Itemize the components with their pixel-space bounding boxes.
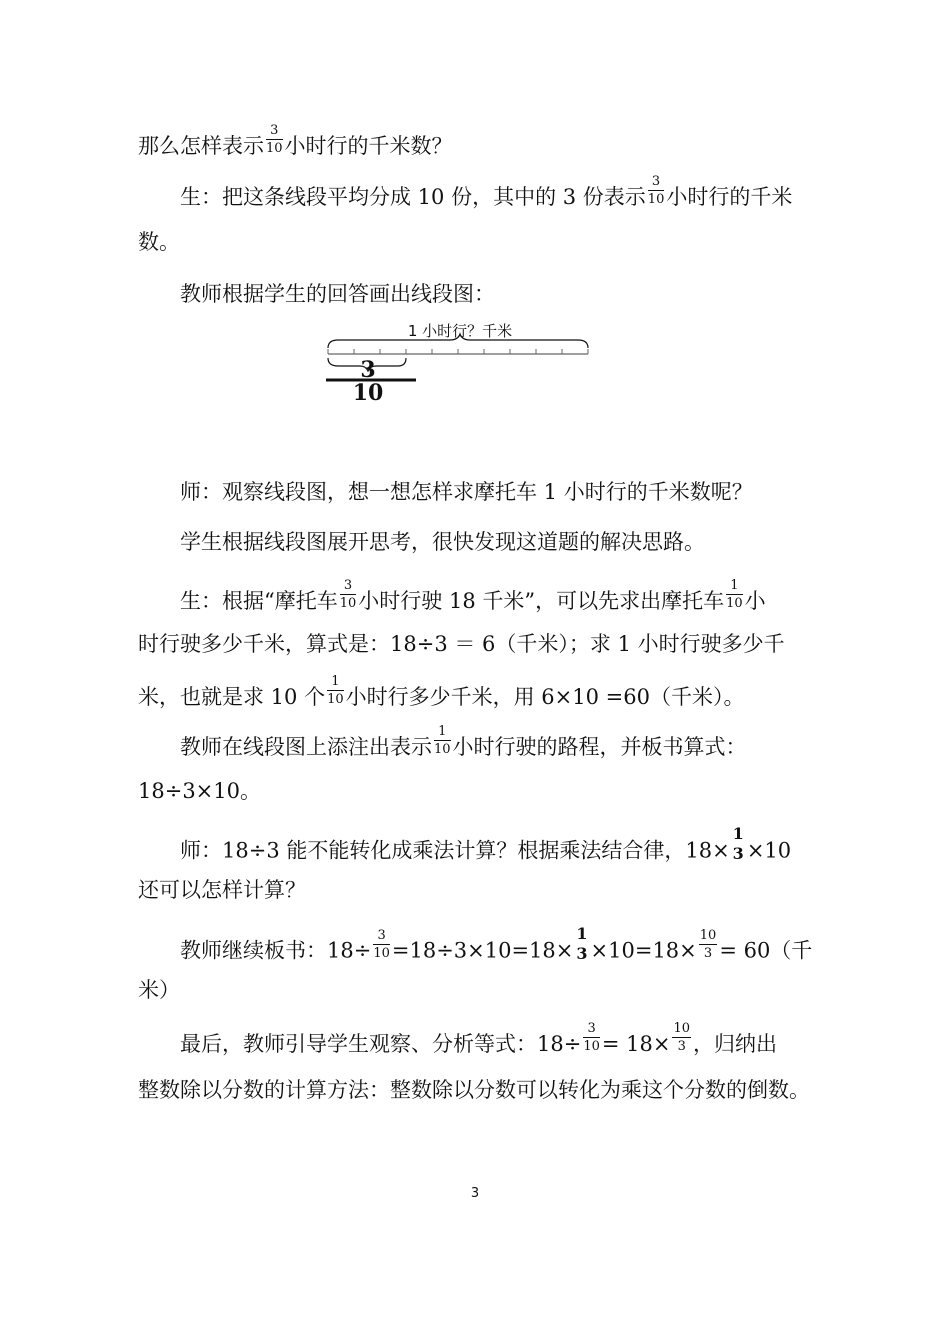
fraction-numerator: 1 (576, 924, 588, 943)
text-run: ×10 (746, 838, 792, 863)
fraction-denominator: 3 (677, 1039, 686, 1054)
text-run: 数。 (138, 230, 180, 254)
text-run: =18÷3×10=18× (391, 938, 574, 963)
text-run: = 60（千 (719, 938, 813, 963)
paragraph-line (138, 1076, 950, 1104)
text-run: 时行驶多少千米，算式是：18÷3 ＝ 6（千米）；求 1 小时行驶多少千 (138, 632, 785, 656)
fraction-denominator: 10 (266, 141, 283, 156)
text-run: 还可以怎样计算？ (138, 878, 306, 902)
fraction-denominator: 10 (327, 692, 344, 707)
segment-ticks (328, 349, 588, 354)
fraction (699, 929, 718, 960)
text-run: 教师根据学生的回答画出线段图： (180, 282, 495, 306)
paragraph-line (138, 228, 950, 256)
text-run: 米） (138, 978, 180, 1002)
fraction-denominator: 10 (583, 1039, 600, 1054)
text-run: 学生根据线段图展开思考，很快发现这道题的解决思路。 (180, 530, 705, 554)
fraction (648, 175, 665, 206)
text-run: 小 (744, 589, 766, 613)
paragraph-line (180, 478, 950, 506)
fraction-denominator: 3 (703, 945, 713, 961)
fraction-numerator: 1 (732, 824, 744, 843)
diagram-label: 1 小时行？千米 (407, 322, 513, 340)
fraction-numerator: 10 (699, 927, 717, 943)
text-run: 那么怎样表示 (138, 134, 264, 158)
paragraph-line (180, 724, 950, 764)
fraction-numerator: 1 (726, 579, 743, 595)
fraction (732, 826, 745, 862)
text-run: 生：根据“摩托车 (180, 589, 338, 613)
text-run: 小时行驶 18 千米”，可以先求出摩托车 (358, 589, 725, 613)
fraction (726, 579, 743, 610)
fraction-denominator: 3 (576, 944, 588, 963)
text-run: 米，也就是求 10 个 (138, 685, 326, 709)
fraction-numerator: 1 (327, 675, 344, 691)
paragraph-line (180, 1021, 950, 1061)
fraction-denominator: 10 (373, 945, 390, 961)
paragraph-line (180, 824, 950, 870)
paragraph-line (180, 528, 950, 556)
fraction (266, 124, 283, 155)
text-run: 小时行多少千米，用 6×10 =60（千米）。 (345, 685, 745, 709)
paragraph-line (138, 123, 950, 163)
fraction (672, 1022, 691, 1053)
segment-svg (320, 316, 600, 416)
line-segment-diagram (320, 316, 600, 416)
paragraph-line (180, 578, 950, 618)
page-number: 3 (470, 1186, 480, 1201)
fraction (373, 929, 390, 960)
paragraph-line (180, 174, 950, 214)
text-run: 教师继续板书：18÷ (180, 938, 372, 963)
text-run: 18÷3×10。 (138, 779, 261, 803)
fraction (340, 579, 357, 610)
text-run: ，归纳出 (693, 1032, 778, 1056)
fraction (583, 1022, 600, 1053)
fraction-numerator: 3 (373, 929, 390, 945)
text-run: 最后，教师引导学生观察、分析等式：18÷ (180, 1032, 582, 1056)
paragraph-line (138, 876, 950, 904)
text-run: 小时行驶的路程，并板书算式： (452, 735, 747, 759)
fraction-numerator: 10 (673, 1021, 691, 1036)
diagram-fraction-numerator: 3 (360, 357, 376, 383)
fraction (327, 675, 344, 706)
text-run: 小时行的千米数？ (284, 134, 453, 158)
fraction-denominator: 3 (732, 844, 744, 863)
fraction-denominator: 10 (339, 596, 357, 611)
paragraph-line (138, 674, 950, 714)
fraction-denominator: 10 (647, 192, 665, 207)
fraction (575, 926, 588, 962)
text-run: 教师在线段图上添注出表示 (180, 735, 432, 759)
fraction-numerator: 3 (648, 175, 665, 191)
fraction (434, 725, 451, 756)
diagram-fraction-denominator: 10 (352, 380, 384, 406)
text-run: 师：观察线段图，想一想怎样求摩托车 1 小时行的千米数呢？ (180, 480, 753, 504)
fraction-denominator: 10 (434, 742, 451, 757)
text-run: 小时行的千米 (666, 185, 793, 209)
paragraph-line (138, 976, 950, 1004)
paragraph-line (180, 924, 950, 970)
text-run: = 18× (601, 1032, 671, 1056)
text-run: 生：把这条线段平均分成 10 份，其中的 3 份表示 (180, 185, 646, 209)
paragraph-line (138, 777, 950, 805)
fraction-numerator: 3 (340, 579, 357, 595)
text-run: ×10=18× (590, 938, 697, 963)
paragraph-line (180, 280, 950, 308)
paragraph-line (138, 630, 950, 658)
fraction-numerator: 3 (266, 124, 283, 140)
text-run: 师：18÷3 能不能转化成乘法计算？根据乘法结合律，18× (180, 838, 730, 863)
fraction-numerator: 3 (583, 1022, 600, 1038)
fraction-denominator: 10 (726, 596, 743, 611)
text-run: 整数除以分数的计算方法：整数除以分数可以转化为乘这个分数的倒数。 (138, 1078, 810, 1102)
fraction-numerator: 1 (434, 725, 451, 741)
